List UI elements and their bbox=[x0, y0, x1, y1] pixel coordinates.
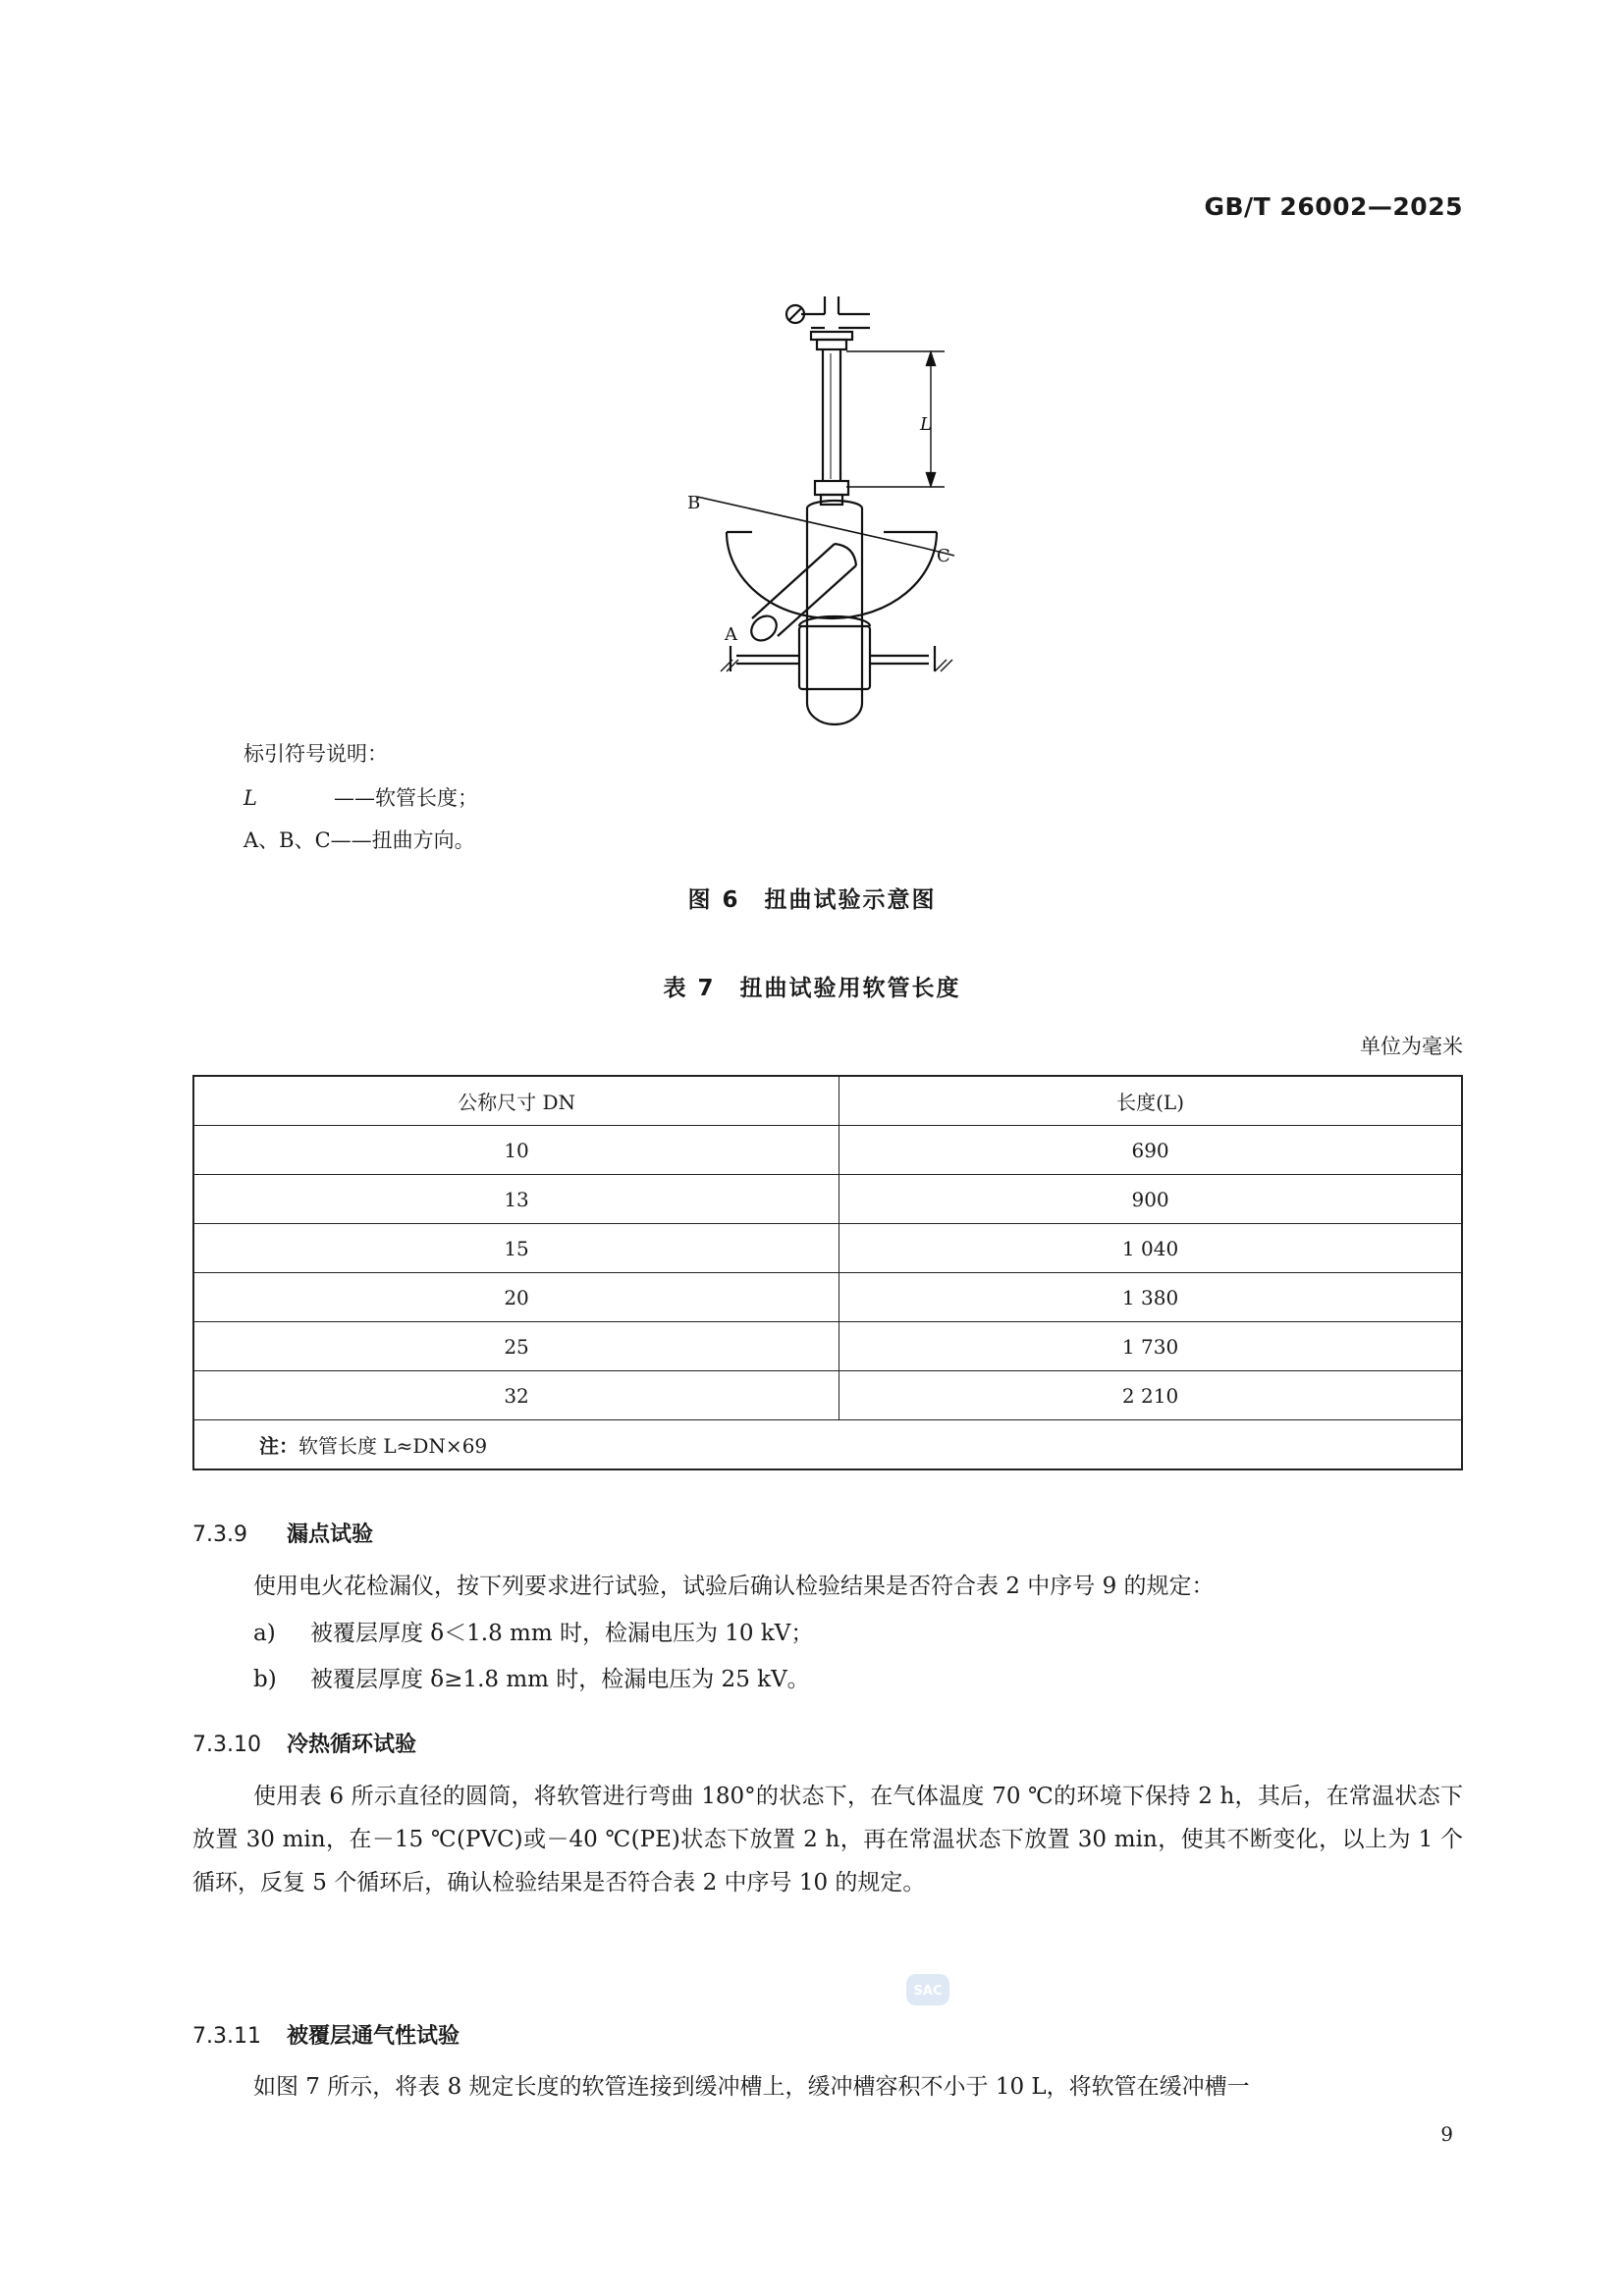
table-row bbox=[193, 1322, 1462, 1371]
legend-symbol: L bbox=[244, 786, 257, 810]
section-title: 被覆层通气性试验 bbox=[287, 2024, 460, 2049]
legend-row-l bbox=[244, 782, 478, 812]
figure-caption: 图 6 扭曲试验示意图 bbox=[687, 887, 937, 913]
table-row bbox=[193, 1224, 1462, 1273]
label-length: L bbox=[920, 414, 932, 435]
section-heading-7311 bbox=[192, 2019, 460, 2050]
watermark-text: SAC bbox=[913, 1984, 943, 1999]
torsion-test-figure bbox=[677, 291, 962, 726]
table-caption: 表 7 扭曲试验用软管长度 bbox=[663, 976, 961, 1001]
section-title: 漏点试验 bbox=[287, 1522, 374, 1547]
legend-symbol: A、B、C bbox=[244, 828, 331, 852]
paragraph-7311: 如图 7 所示，将表 8 规定长度的软管连接到缓冲槽上，缓冲槽容积不小于 10 L，将软管在缓冲槽一 bbox=[253, 2074, 1250, 2100]
section-title: 冷热循环试验 bbox=[287, 1733, 417, 1757]
list-item-a bbox=[253, 1615, 813, 1647]
cell-length: 1 380 bbox=[839, 1273, 1462, 1322]
cell-length: 900 bbox=[839, 1175, 1462, 1224]
legend-text: ——扭曲方向。 bbox=[330, 828, 475, 852]
cell-dn: 25 bbox=[193, 1322, 839, 1371]
list-label: a) bbox=[253, 1621, 276, 1646]
cell-length: 1 040 bbox=[839, 1224, 1462, 1273]
hose-length-table bbox=[192, 1075, 1463, 1470]
legend-row-abc bbox=[244, 825, 475, 854]
paragraph-739-intro: 使用电火花检漏仪，按下列要求进行试验，试验后确认检验结果是否符合表 2 中序号 9 的规定： bbox=[253, 1574, 1215, 1599]
list-text: 被覆层厚度 δ≥1.8 mm 时，检漏电压为 25 kV。 bbox=[310, 1667, 810, 1692]
label-a: A bbox=[725, 624, 737, 645]
cell-length: 2 210 bbox=[839, 1371, 1462, 1420]
cell-length: 1 730 bbox=[839, 1322, 1462, 1371]
cell-length: 690 bbox=[839, 1126, 1462, 1175]
legend-text: ——软管长度； bbox=[334, 786, 478, 810]
section-number: 7.3.10 bbox=[192, 1733, 261, 1757]
list-item-b bbox=[253, 1661, 810, 1693]
section-heading-7310 bbox=[192, 1728, 416, 1758]
header-length: 长度(L) bbox=[839, 1076, 1462, 1126]
table-row bbox=[193, 1273, 1462, 1322]
cell-dn: 13 bbox=[193, 1175, 839, 1224]
paragraph-7310: 使用表 6 所示直径的圆筒，将软管进行弯曲 180°的状态下，在气体温度 70 ℃的环境下保持 2 h，其后，在常温状态下放置 30 min，在－15 ℃(PVC)或－40 ℃(PE)状态下放置 2 h，再在常温状态下放置 30 min，使其不断变化，以上为 1 个循环，反复 5 个循环后，确认检验结果是否符合表 2 中序号 10 的规定。 bbox=[192, 1784, 1463, 1896]
note-text: 软管长度 L≈DN×69 bbox=[298, 1434, 488, 1458]
cell-dn: 10 bbox=[193, 1126, 839, 1175]
section-number: 7.3.9 bbox=[192, 1522, 247, 1547]
table-note-row bbox=[193, 1420, 1462, 1470]
cell-dn: 32 bbox=[193, 1371, 839, 1420]
label-b: B bbox=[687, 493, 701, 513]
table-note bbox=[193, 1420, 1462, 1470]
table-row bbox=[193, 1371, 1462, 1420]
header-dn: 公称尺寸 DN bbox=[193, 1076, 839, 1126]
section-heading-739 bbox=[192, 1518, 373, 1548]
section-number: 7.3.11 bbox=[192, 2024, 261, 2049]
page-number: 9 bbox=[1440, 2122, 1453, 2146]
list-text: 被覆层厚度 δ＜1.8 mm 时，检漏电压为 10 kV； bbox=[310, 1621, 814, 1646]
cell-dn: 15 bbox=[193, 1224, 839, 1273]
cell-dn: 20 bbox=[193, 1273, 839, 1322]
sac-watermark-icon bbox=[905, 1973, 950, 2006]
note-label: 注： bbox=[259, 1434, 298, 1458]
legend-title: 标引符号说明： bbox=[244, 742, 388, 766]
table-header-row bbox=[193, 1076, 1462, 1126]
list-label: b) bbox=[253, 1667, 277, 1692]
standard-code: GB/T 26002—2025 bbox=[1204, 192, 1463, 221]
table-row bbox=[193, 1126, 1462, 1175]
label-c: C bbox=[937, 546, 950, 566]
table-unit: 单位为毫米 bbox=[1360, 1035, 1463, 1058]
table-row bbox=[193, 1175, 1462, 1224]
